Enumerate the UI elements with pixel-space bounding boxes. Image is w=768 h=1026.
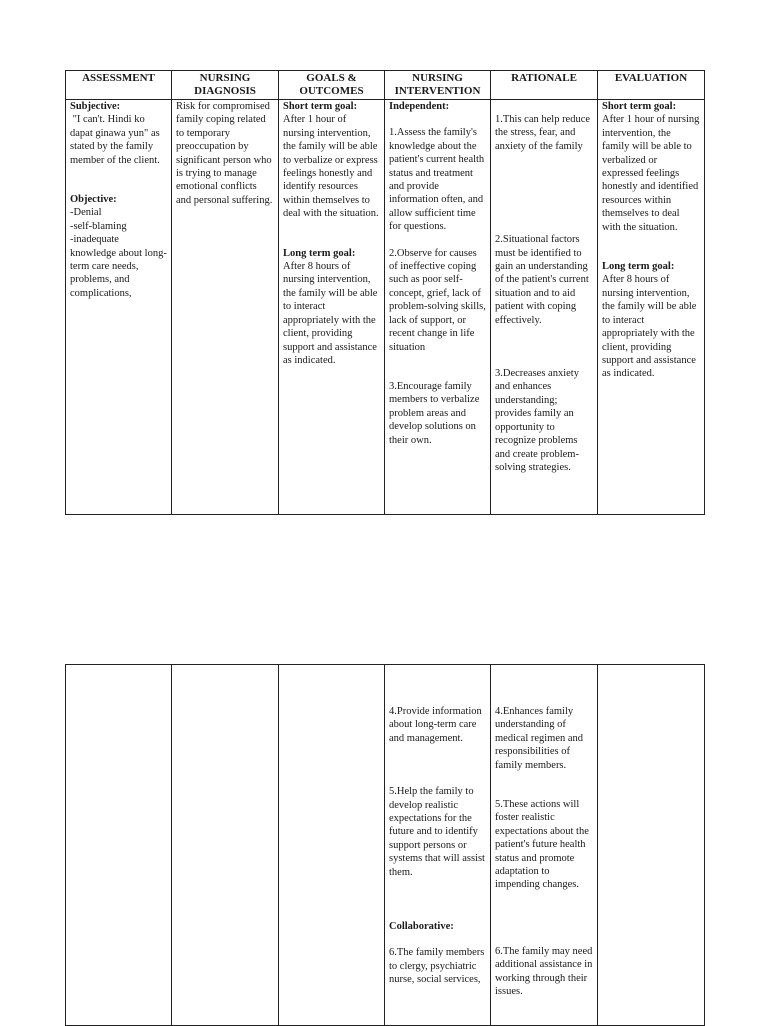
table-header-row [66, 71, 705, 100]
table-body-row [66, 100, 705, 515]
header-rationale: RATIONALE [491, 71, 598, 100]
table-continued-row [66, 665, 705, 1026]
evaluation-long-term-label: Long term goal: [602, 261, 675, 273]
evaluation-cell [598, 100, 705, 515]
intervention-item: 3.Encourage family members to verbalize problem areas and develop solutions on their own. [389, 380, 483, 446]
intervention-cell [385, 100, 491, 515]
header-nursing-diagnosis: NURSING DIAGNOSIS [172, 71, 279, 100]
intervention-item: 5.Help the family to develop realistic expectations for the future and to identify support persons or systems that will assist them. [389, 786, 488, 878]
objective-text: -Denial -self-blaming -inadequate knowledge about long-term care needs, problems, and complications, [70, 207, 167, 299]
nursing-care-plan-table-continued [65, 664, 705, 1026]
objective-label: Objective: [70, 194, 117, 206]
goals-short-term-text: After 1 hour of nursing intervention, the family will be able to verbalize or express feelings honestly and identify resources within themselves to deal with the situation. [283, 114, 381, 220]
goals-long-term-label: Long term goal: [283, 247, 356, 259]
evaluation-cell-continued [598, 665, 705, 1026]
rationale-cell [491, 100, 598, 515]
goals-long-term-text: After 8 hours of nursing intervention, the family will be able to interact appropriately with the client, providing support and assistance as indicated. [283, 261, 381, 366]
rationale-item: 3.Decreases anxiety and enhances understanding; provides family an opportunity to recognize problems and create problem-solving strategies. [495, 368, 582, 473]
assessment-cell [66, 100, 172, 515]
intervention-cell-continued [385, 665, 491, 1026]
goals-cell [279, 100, 385, 515]
rationale-item: 1.This can help reduce the stress, fear, and anxiety of the family [495, 114, 593, 152]
rationale-item: 5.These actions will foster realistic expectations about the patient's future health status and promote adaptation to impending changes. [495, 799, 592, 891]
subjective-label: Subjective: [70, 101, 121, 112]
header-assessment: ASSESSMENT [66, 71, 172, 100]
goals-cell-continued [279, 665, 385, 1026]
intervention-item: 2.Observe for causes of ineffective coping such as poor self-concept, grief, lack of problem-solving skills, lack of support, or recent change in life situation [389, 247, 489, 353]
rationale-cell-continued [491, 665, 598, 1026]
diagnosis-cell-continued [172, 665, 279, 1026]
evaluation-long-term-text: After 8 hours of nursing intervention, the family will be able to interact appropriately with the client, providing support and assistance as indicated. [602, 274, 700, 380]
diagnosis-cell [172, 100, 279, 515]
rationale-item: 4.Enhances family understanding of medical regimen and responsibilities of family members. [495, 706, 586, 771]
header-nursing-intervention: NURSING INTERVENTION [385, 71, 491, 100]
nursing-care-plan-table [65, 70, 705, 515]
intervention-item: 6.The family members to clergy, psychiatric nurse, social services, [389, 947, 487, 986]
header-evaluation: EVALUATION [598, 71, 705, 100]
evaluation-short-term-text: After 1 hour of nursing intervention, the family will be able to verbalized or expressed feelings honestly and identified resources within themselves to deal with the situation. [602, 114, 703, 233]
intervention-item: 1.Assess the family's knowledge about the patient's current health status and treatment and provide information often, and allow sufficient time for questions. [389, 127, 487, 233]
assessment-cell-continued [66, 665, 172, 1026]
collaborative-label: Collaborative: [389, 921, 454, 933]
intervention-item: 4.Provide information about long-term care and management. [389, 706, 485, 744]
diagnosis-text: Risk for compromised family coping related to temporary preoccupation by significant person who is trying to manage emotional conflicts and personal suffering. [176, 101, 275, 206]
rationale-item: 2.Situational factors must be identified to gain an understanding of the patient's current situation and to aid patient with coping effectively. [495, 234, 592, 326]
subjective-text: "I can't. Hindi ko dapat ginawa yun" as stated by the family member of the client. [70, 114, 163, 166]
goals-short-term-label: Short term goal: [283, 101, 358, 112]
rationale-item: 6.The family may need additional assistance in working through their issues. [495, 945, 596, 998]
independent-label: Independent: [389, 101, 450, 112]
evaluation-short-term-label: Short term goal: [602, 101, 677, 112]
header-goals-outcomes: GOALS & OUTCOMES [279, 71, 385, 100]
